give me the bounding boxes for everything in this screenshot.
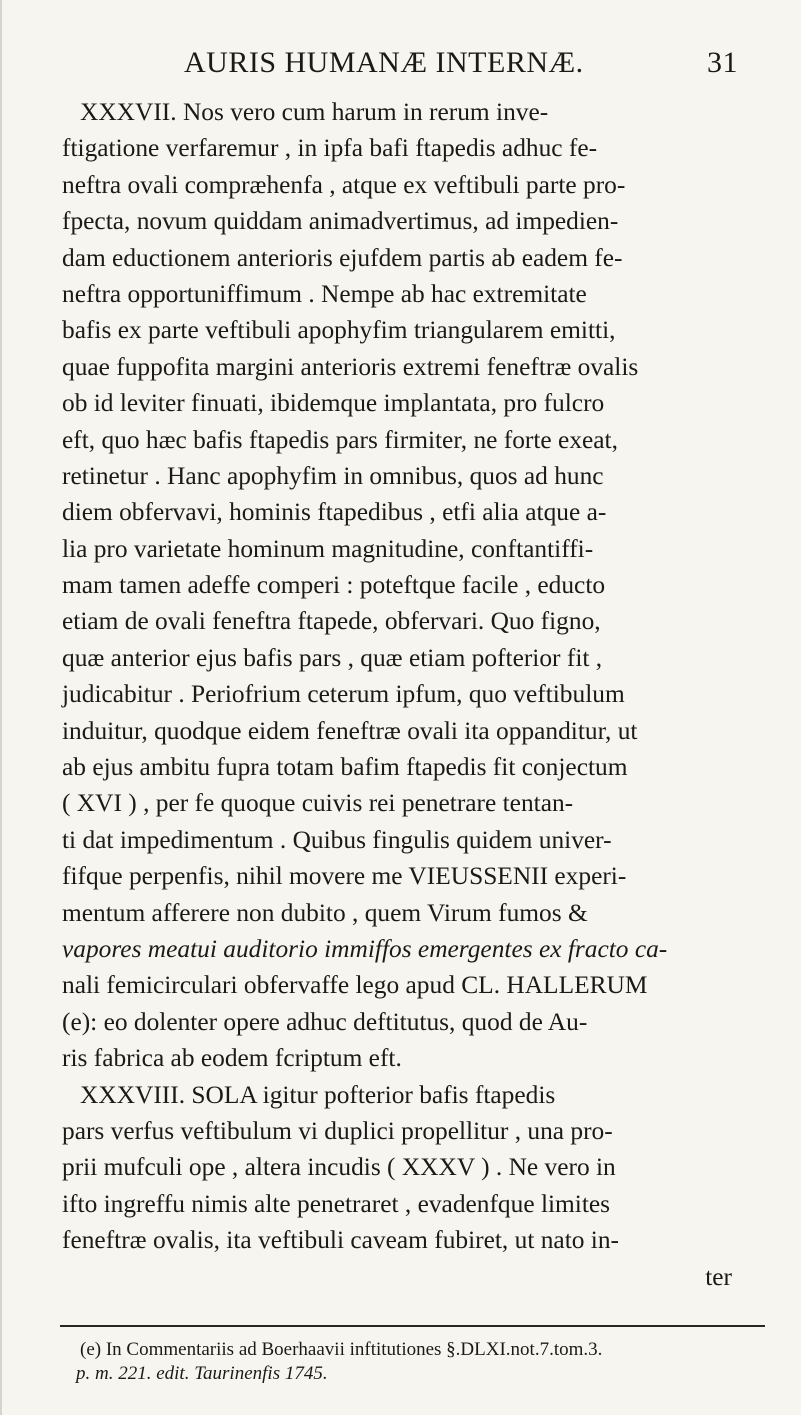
footnote-line: (e) In Commentariis ad Boerhaavii inftitutiones §.DLXI.not.7.tom.3. [80, 1339, 603, 1360]
text-line: ftigatione verfaremur , in ipfa bafi ftapedis adhuc fe- [62, 134, 598, 163]
text-line: ti dat impedimentum . Quibus fingulis quidem univer- [62, 825, 612, 854]
main-text [62, 94, 762, 1295]
text-line: retinetur . Hanc apophyfim in omnibus, quos ad hunc [62, 461, 604, 490]
text-line: mam tamen adeffe comperi : poteftque facile , educto [62, 571, 606, 600]
text-line: lia pro varietate hominum magnitudine, conftantiffi- [62, 534, 594, 563]
text-line: nali femicirculari obfervaffe lego apud CL. HALLERUM [62, 971, 648, 1000]
catchword: ter [705, 1262, 732, 1291]
text-line: ab ejus ambitu fupra totam bafim ftapedis fit conjectum [62, 753, 628, 782]
text-line: bafis ex parte veftibuli apophyfim triangularem emitti, [62, 316, 616, 345]
text-line: XXXVIII. SOLA igitur pofterior bafis ftapedis [80, 1080, 556, 1109]
text-line: etiam de ovali feneftra ftapede, obfervari. Quo figno, [62, 607, 601, 636]
footnote [62, 1338, 762, 1386]
running-title: AURIS HUMANÆ INTERNÆ. [184, 46, 584, 79]
text-line: pars verfus veftibulum vi duplici propellitur , una pro- [62, 1116, 613, 1145]
footnote-line: p. m. 221. edit. Taurinenfis 1745. [76, 1363, 328, 1384]
text-line: diem obfervavi, hominis ftapedibus , etfi alia atque a- [62, 498, 607, 527]
text-line: ( XVI ) , per fe quoque cuivis rei penetrare tentan- [62, 789, 574, 818]
footnote-rule [60, 1325, 765, 1327]
text-line: eft, quo hæc bafis ftapedis pars firmiter, ne forte exeat, [62, 425, 618, 454]
text-line: ob id leviter finuati, ibidemque implantata, pro fulcro [62, 389, 605, 418]
text-line: ris fabrica ab eodem fcriptum eft. [62, 1044, 402, 1073]
text-line: neftra ovali compræhenfa , atque ex veftibuli parte pro- [62, 170, 626, 199]
text-line: induitur, quodque eidem feneftræ ovali ita oppanditur, ut [62, 716, 638, 745]
text-line: quae fuppofita margini anterioris extremi feneftræ ovalis [62, 352, 639, 381]
text-line: neftra opportuniffimum . Nempe ab hac extremitate [62, 279, 587, 308]
text-line: quæ anterior ejus bafis pars , quæ etiam pofterior fit , [62, 643, 603, 672]
text-line: fifque perpenfis, nihil movere me VIEUSSENII experi- [62, 862, 627, 891]
text-line: XXXVII. Nos vero cum harum in rerum inve- [80, 98, 549, 126]
text-line: prii mufculi ope , altera incudis ( XXXV ) . Ne vero in [62, 1153, 616, 1182]
text-line: fpecta, novum quiddam animadvertimus, ad impedien- [62, 207, 619, 236]
text-line: (e): eo dolenter opere adhuc deftitutus, quod de Au- [62, 1007, 588, 1036]
text-line: vapores meatui auditorio immiffos emergentes ex fracto ca- [62, 934, 668, 963]
page-number: 31 [707, 46, 738, 79]
page-edge [0, 0, 2, 1415]
text-line: feneftræ ovalis, ita veftibuli caveam fubiret, ut nato in- [62, 1226, 619, 1255]
text-line: judicabitur . Periofrium ceterum ipfum, quo veftibulum [62, 680, 625, 709]
text-line: mentum afferere non dubito , quem Virum fumos & [62, 898, 588, 927]
text-line: dam eductionem anterioris ejufdem partis ab eadem fe- [62, 243, 623, 272]
text-line: ifto ingreffu nimis alte penetraret , evadenfque limites [62, 1189, 611, 1218]
running-header [184, 46, 738, 86]
